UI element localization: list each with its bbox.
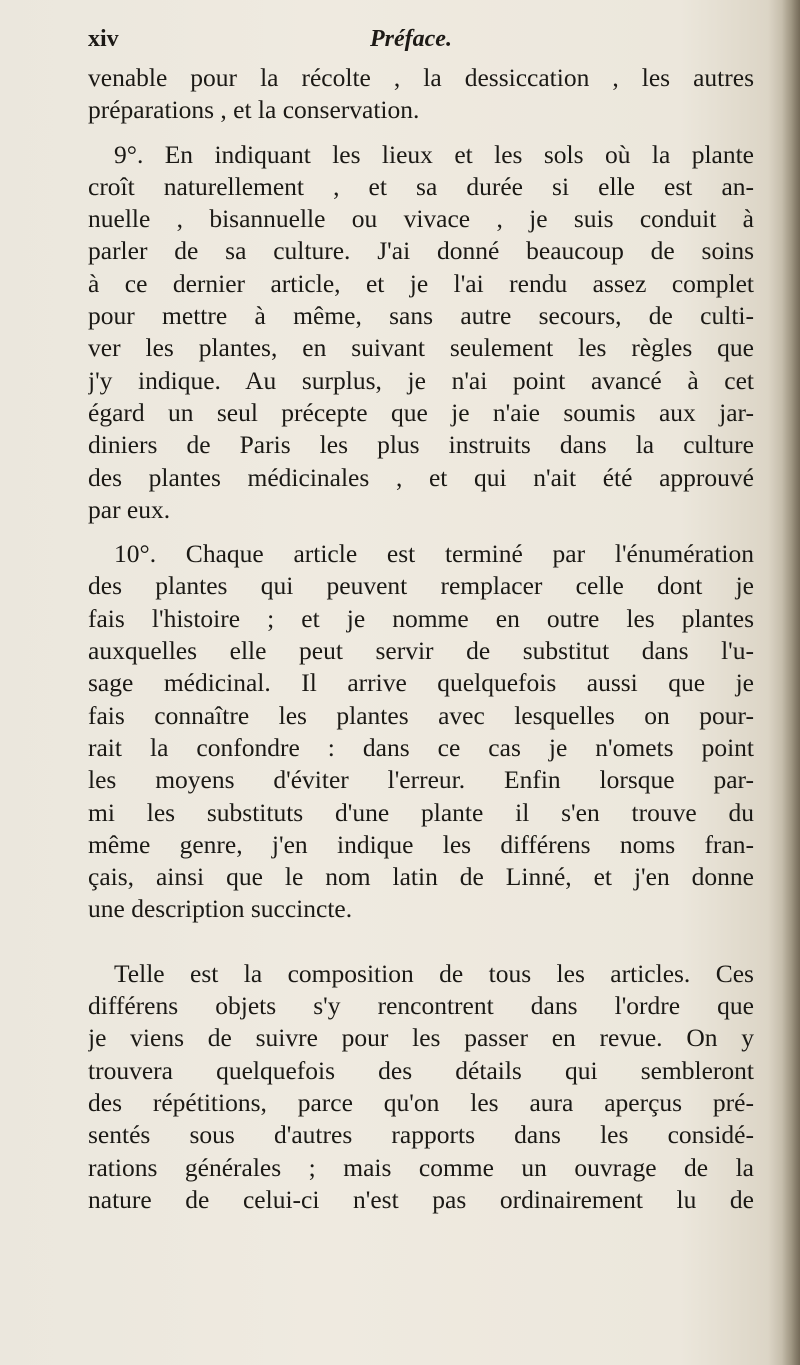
text-line: nature de celui-ci n'est pas ordinairement lu de [88, 1184, 754, 1214]
text-line: çais, ainsi que le nom latin de Linné, et j'en donne [88, 862, 754, 892]
text-line: des répétitions, parce qu'on les aura aperçus pré- [88, 1087, 754, 1117]
text-line: trouvera quelquefois des détails qui sembleront [88, 1055, 754, 1085]
text-line: égard un seul précepte que je n'aie soumis aux jar- [88, 397, 754, 427]
text-line: fais connaître les plantes avec lesquelles on pour- [88, 700, 754, 730]
text-line: ver les plantes, en suivant seulement les règles que [88, 333, 754, 363]
text-line: des plantes médicinales , et qui n'ait été approuvé [88, 462, 754, 492]
text-line: mi les substituts d'une plante il s'en trouve du [88, 797, 754, 827]
text-line: j'y indique. Au surplus, je n'ai point avancé à cet [88, 365, 754, 395]
text-line: 9°. En indiquant les lieux et les sols où la plante [114, 139, 754, 169]
paragraph-composition [88, 958, 754, 1216]
text-line: par eux. [88, 494, 171, 524]
text-line: Telle est la composition de tous les articles. Ces [114, 958, 754, 988]
text-line: 10°. Chaque article est terminé par l'énumération [114, 539, 754, 569]
text-line: une description succincte. [88, 894, 353, 924]
text-line: venable pour la récolte , la dessiccation , les autres [88, 63, 754, 92]
text-line: diniers de Paris les plus instruits dans la culture [88, 430, 754, 460]
page-header [88, 22, 748, 62]
text-line: à ce dernier article, et je l'ai rendu assez complet [88, 268, 754, 298]
text-line: nuelle , bisannuelle ou vivace , je suis conduit à [88, 204, 754, 234]
paragraph-item-10 [88, 538, 754, 926]
body-text [88, 62, 754, 1216]
text-line: rait la confondre : dans ce cas je n'omets point [88, 732, 754, 762]
text-line: différens objets s'y rencontrent dans l'ordre que [88, 991, 754, 1021]
text-line: sage médicinal. Il arrive quelquefois aussi que je [88, 668, 754, 698]
text-line: croît naturellement , et sa durée si elle est an- [88, 171, 754, 201]
text-line: préparations , et la conservation. [88, 95, 420, 125]
text-line: même genre, j'en indique les différens noms fran- [88, 829, 754, 859]
text-line: je viens de suivre pour les passer en revue. On y [88, 1023, 754, 1053]
text-line: rations générales ; mais comme un ouvrage de la [88, 1152, 754, 1182]
text-line: fais l'histoire ; et je nomme en outre les plantes [88, 603, 754, 633]
text-line: auxquelles elle peut servir de substitut dans l'u- [88, 636, 754, 666]
text-line: pour mettre à même, sans autre secours, de culti- [88, 301, 754, 331]
text-line: sentés sous d'autres rapports dans les considé- [88, 1120, 754, 1150]
paragraph-continuation [88, 62, 754, 127]
text-line: des plantes qui peuvent remplacer celle dont je [88, 571, 754, 601]
text-line: parler de sa culture. J'ai donné beaucoup de soins [88, 236, 754, 266]
running-title: Préface. [370, 26, 452, 52]
page-edge-shadow [782, 0, 800, 1365]
page-number: xiv [88, 26, 119, 52]
text-line: les moyens d'éviter l'erreur. Enfin lorsque par- [88, 765, 754, 795]
paragraph-item-9 [88, 139, 754, 527]
